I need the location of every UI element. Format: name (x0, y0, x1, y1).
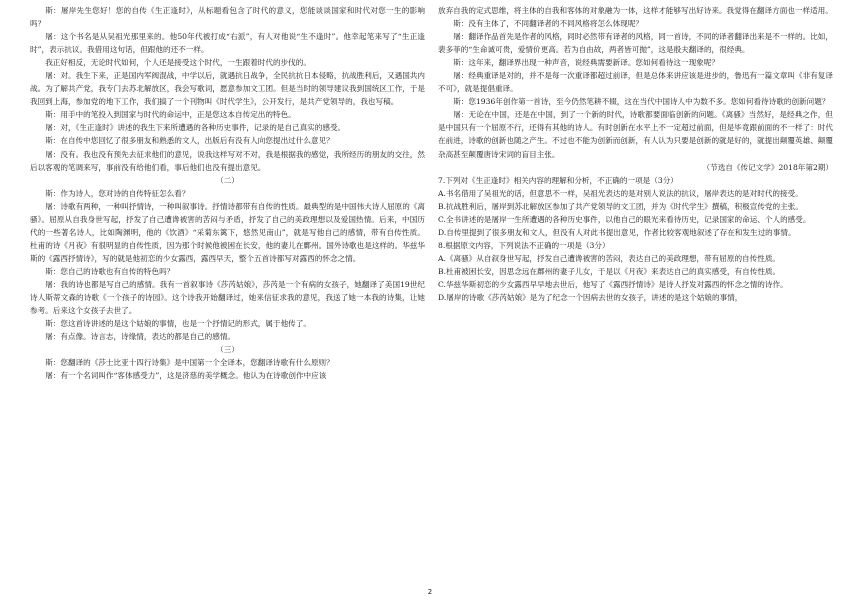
paragraph: 斯：您1936年创作第一首诗，至今仍然笔耕不辍，这在当代中国诗人中为数不多。您如何看待诗歌的创新问题？ (453, 97, 830, 107)
question-8-option-c: C.华兹华斯初恋的少女露西早早地去世后，他写了《露西抒情诗》是诗人抒发对露西的怀念之情的诗作。 (438, 279, 788, 289)
paragraph: 斯：这年来，翻译界出现一种声音，说经典需要新译。您如何看待这一现象呢？ (453, 58, 719, 68)
paragraph: 斯：作为诗人，您对诗的自传特征怎么看？ (45, 188, 190, 198)
paragraph: 斯：在自传中您回忆了很多朋友和熟悉的文人，出版后有没有人向您提出过什么意见？ (45, 136, 334, 146)
paragraph: 屠：对，《生正逢时》讲述的我生下来所遭遇的各种历史事件，记录的是自己真实的感受。 (45, 123, 346, 133)
paragraph: 屠：经典重译是对的，并不是每一次重译都超过前译，但是总体来讲应该是进步的，鲁迅有一篇文章叫《非有复译不可》，就是提倡重译。 (438, 71, 833, 94)
paragraph: 屠：翻译作品首先是作者的风格，同时必然带有译者的风格，同一首诗，不同的译者翻译出来是不一样的。比如，裴多菲的“生命诚可贵，爱情价更高。若为自由故，两者皆可抛”，这是殷夫翻译的，很经典。 (438, 32, 833, 55)
paragraph: 我正好相反，无论时代如何，个人还是接受这个时代，一生跟着时代的步伐的。 (45, 58, 311, 68)
paragraph: 屠：这个书名是从吴祖光那里来的。他50年代被打成“右派”，有人对他说“生不逢时”。他幸起笔来写了“生正逢时”，表示抗议。我借用这句话，但跟他的还不一样。 (30, 32, 425, 55)
paragraph: 斯：您自己的诗歌也有自传的特色吗？ (45, 266, 175, 276)
question-7-option-c: C.全书讲述的是屠岸一生所遭遇的各种历史事件，以他自己的眼光来看待历史，记录国家的命运、个人的感受。 (438, 214, 811, 224)
paragraph: 屠：诗歌有两种，一种叫抒情诗，一种叫叙事诗。抒情诗都带有自传的性质。最典型的是中国伟大诗人屈原的《离骚》。屈原从自我身世写起，抒发了自己遭谗被害的苦闷与矛盾，抒发了自己的美政理想以及爱国热情。后来，中国历代的一些著名诗人，比如陶渊明，他的《饮酒》“采菊东篱下，悠然见南山”，就是写他自己的感情，带有自传性质。杜甫的诗《月夜》有很明显的自传性质，因为那个时候他被困在长安，他的妻儿在鄜州。国外诗歌也是这样的。华兹华斯的《露西抒情诗》，写的就是他初恋的少女露西，露西早天，整个五首诗都写对露西的怀念之情。 (30, 201, 425, 263)
paragraph: 斯：用手中的笔投入到国家与时代的命运中，正是您这本自传定出的特色。 (45, 110, 296, 120)
question-8-option-d: D.屠岸的诗歌《莎芮姑娘》是为了纪念一个因病去世的女孩子，讲述的是这个姑娘的事情， (438, 293, 743, 303)
left-column (30, 4, 425, 382)
paragraph: 斯：屠岸先生您好！您的自传《生正逢时》，从标题看包含了时代的意义，您能谈谈国家和时代对您一生的影响吗？ (30, 6, 425, 29)
question-7-option-a: A.书名借用了吴祖光的话，但意思不一样，吴祖光表达的是对别人说法的抗议，屠岸表达的是对时代的接受。 (438, 188, 803, 198)
paragraph: 斯：您这首诗讲述的是这个姑娘的事情，也是一个抒情记的形式，属于他传了。 (45, 319, 311, 329)
right-column (438, 4, 833, 304)
page-number: 2 (427, 588, 433, 596)
question-7-option-b: B.抗战胜利后，屠岸到苏北解放区参加了共产党领导的文工团，并为《时代学生》撰稿，积极宣传党的主张。 (438, 201, 803, 211)
source-citation: （节选自《传记文学》2018年第2期） (702, 162, 833, 172)
section-heading: （三） (216, 345, 239, 355)
paragraph: 斯：您翻译的《莎士比亚十四行诗集》是中国第一个全译本，您翻译诗歌有什么原则？ (45, 358, 334, 368)
question-8-option-b: B.杜甫被困长安，因思念远在鄜州的妻子儿女，于是以《月夜》来表达自己的真实感受，有自传性质。 (438, 266, 781, 276)
paragraph: 屠：没有。我也没有预先去征求他们的意见，说我这样写对不对，我是根据我的感觉，我所经历的朋友的交往，然后以客观的笔调来写，事前没有给他们看，事后他们也没有提出意见。 (30, 149, 425, 172)
question-7-option-d: D.自传里提到了很多朋友和文人，但没有人对此书提出意见，作者比较客观地叙述了存在和发生过的事情。 (438, 227, 796, 237)
paragraph: 屠：无论在中国，还是在中国，到了一个新的时代，诗歌都要面临创新的问题。《离骚》当然好，是经典之作，但是中国只有一个屈原不行，还得有其他的诗人。有时创新在水平上不一定超过前面，但是毕竟跟前面的不一样了：时代在前进，诗歌的创新也随之产生。不过也不能为创新而创新，有人认为只要是创新的就是好的，就提出颠覆英雄、颠覆杂高甚至颠覆唐诗宋词的盲目主张。 (438, 110, 833, 159)
question-8-option-a: A.《离骚》从自叙身世写起，抒发自己遭谗被害的苦闷，表达自己的美政理想，带有屈原的自传性质。 (438, 253, 781, 263)
question-8-stem: 8.根据原文内容，下列说法不正确的一项是（3分） (438, 240, 610, 250)
section-heading: （二） (216, 175, 239, 185)
question-7-stem: 7.下列对《生正逢时》相关内容的理解和分析，不正确的一项是（3分） (438, 175, 678, 185)
paragraph: 斯：没有主体了，不同翻译者的不同风格将怎么体现呢？ (453, 19, 644, 29)
paragraph: 屠：有点像。诗言志，诗缘情，表达的都是自己的感情。 (45, 332, 236, 342)
paragraph: 屠：我的诗也都是写自己的感情。我有一首叙事诗《莎芮姑娘》，莎芮是一个有病的女孩子，她翻译了美国19世纪诗人斯蒂文森的诗歌《一个孩子的诗园》。这个诗我开始翻译过，她来信征求我的意见，我送了她一本我的诗集，让她参考。后来这个女孩子去世了。 (30, 279, 425, 316)
paragraph: 屠：有一个名词叫作“客体感受力”，这是济慈的美学概念。他认为在诗歌创作中应该 (45, 371, 327, 381)
paragraph: 放弃自我的定式思维，将主体的自我和客体的对象融为一体，这样才能够写出好诗来。我觉得在翻译方面也一样适用。 (438, 6, 833, 15)
paragraph: 屠：对。我生下来，正是国内军阀混战，中学以后，就遇抗日战争，全民抗抗日本侵略，抗战胜利后，又遇国共内战。为了解共产党，我专门去苏北解放区，我会写歌词，愿意参加文工团。但是当时的领导建议我到国统区工作，于是我回到上海，参加党的地下工作，我们搞了一个刊物叫《时代学生》，公开发行，是共产党领导的，我也写稿。 (30, 71, 425, 107)
